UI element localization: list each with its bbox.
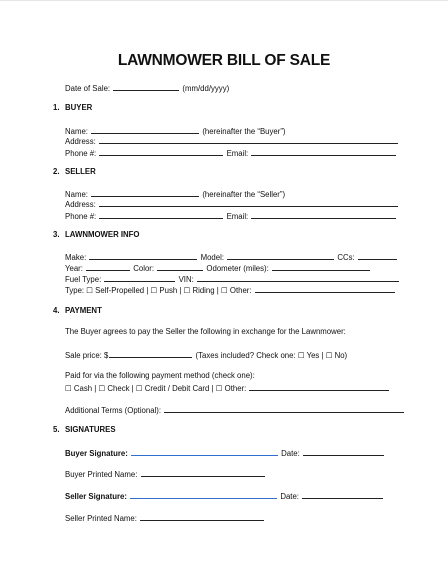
additional-terms-label: Additional Terms (Optional):	[65, 406, 162, 415]
section-title: LAWNMOWER INFO	[65, 230, 140, 239]
method-check: Check	[107, 384, 130, 393]
model-field[interactable]	[227, 251, 334, 260]
separator: |	[179, 286, 182, 295]
buyer-printed-name-label: Buyer Printed Name:	[65, 470, 138, 479]
buyer-phone-label: Phone #:	[65, 149, 97, 158]
section-number: 5.	[53, 425, 60, 434]
date-of-sale-row	[65, 82, 229, 94]
seller-signature-row	[65, 490, 384, 502]
date-format-hint: (mm/dd/yyyy)	[182, 84, 230, 93]
section-heading-info	[53, 230, 140, 240]
separator: |	[321, 351, 324, 360]
checkbox-card[interactable]: ☐	[135, 384, 143, 393]
seller-name-field[interactable]	[91, 188, 199, 197]
ccs-label: CCs:	[337, 253, 355, 262]
option-self-propelled: Self-Propelled	[95, 286, 145, 295]
buyer-address-field[interactable]	[99, 135, 398, 144]
seller-signature-field[interactable]	[130, 490, 277, 499]
model-label: Model:	[200, 253, 224, 262]
buyer-signature-row	[65, 447, 385, 459]
additional-terms-field[interactable]	[164, 404, 404, 413]
buyer-signature-label: Buyer Signature:	[65, 449, 128, 458]
buyer-date-label: Date:	[281, 449, 300, 458]
checkbox-taxes-yes[interactable]: ☐	[297, 351, 305, 360]
date-of-sale-field[interactable]	[113, 82, 179, 91]
additional-terms-row	[65, 404, 405, 416]
sale-price-label: Sale price: $	[65, 351, 109, 360]
buyer-printed-name-field[interactable]	[141, 468, 265, 477]
buyer-signature-field[interactable]	[131, 447, 278, 456]
seller-address-field[interactable]	[99, 198, 398, 207]
vin-field[interactable]	[197, 273, 399, 282]
other-type-field[interactable]	[255, 284, 395, 293]
separator: |	[211, 384, 214, 393]
checkbox-riding[interactable]: ☐	[183, 286, 191, 295]
method-card: Credit / Debit Card	[144, 384, 210, 393]
buyer-date-field[interactable]	[303, 447, 384, 456]
checkbox-cash[interactable]: ☐	[65, 384, 72, 393]
buyer-printed-name-row	[65, 468, 266, 480]
method-other: Other:	[224, 384, 247, 393]
seller-printed-name-label: Seller Printed Name:	[65, 514, 137, 523]
document-title: LAWNMOWER BILL OF SALE	[117, 52, 331, 69]
odometer-label: Odometer (miles):	[206, 264, 269, 273]
section-title: PAYMENT	[65, 306, 102, 315]
section-title: BUYER	[65, 103, 93, 112]
sale-price-field[interactable]	[109, 349, 192, 358]
buyer-email-label: Email:	[226, 149, 249, 158]
payment-methods-row	[65, 382, 390, 394]
section-heading-seller	[53, 167, 96, 177]
option-push: Push	[159, 286, 178, 295]
type-label: Type:	[65, 286, 85, 295]
section-title: SELLER	[65, 167, 96, 176]
buyer-phone-field[interactable]	[99, 147, 223, 156]
buyer-name-hint: (hereinafter the “Buyer”)	[202, 127, 286, 136]
buyer-email-field[interactable]	[251, 147, 396, 156]
section-number: 1.	[53, 103, 60, 112]
fuel-type-label: Fuel Type:	[65, 275, 102, 284]
vin-label: VIN:	[178, 275, 194, 284]
separator: |	[94, 384, 97, 393]
taxes-included-label: (Taxes included? Check one:	[195, 351, 296, 360]
seller-name-hint: (hereinafter the “Seller”)	[202, 190, 286, 199]
seller-contact-row	[65, 210, 397, 222]
checkbox-push[interactable]: ☐	[150, 286, 158, 295]
section-heading-signatures	[53, 425, 116, 435]
payment-intro: The Buyer agrees to pay the Seller the following in exchange for the Lawnmower:	[65, 327, 346, 336]
checkbox-taxes-no[interactable]: ☐	[325, 351, 333, 360]
payment-method-label: Paid for via the following payment method (check one):	[65, 371, 255, 380]
taxes-no-label: No)	[334, 351, 348, 360]
checkbox-self-propelled[interactable]: ☐	[86, 286, 93, 295]
seller-date-label: Date:	[280, 492, 299, 501]
section-title: SIGNATURES	[65, 425, 116, 434]
buyer-name-field[interactable]	[91, 125, 199, 134]
section-number: 2.	[53, 167, 60, 176]
seller-name-label: Name:	[65, 190, 88, 199]
color-field[interactable]	[157, 262, 203, 271]
seller-printed-name-field[interactable]	[140, 512, 264, 521]
seller-phone-label: Phone #:	[65, 212, 97, 221]
separator: |	[146, 286, 149, 295]
section-heading-buyer	[53, 103, 92, 113]
checkbox-other-type[interactable]: ☐	[220, 286, 228, 295]
seller-phone-field[interactable]	[99, 210, 223, 219]
type-row	[65, 284, 396, 296]
separator: |	[216, 286, 219, 295]
buyer-address-row	[65, 135, 399, 147]
seller-email-label: Email:	[226, 212, 249, 221]
section-number: 4.	[53, 306, 60, 315]
seller-date-field[interactable]	[302, 490, 383, 499]
other-method-field[interactable]	[249, 382, 389, 391]
checkbox-check[interactable]: ☐	[98, 384, 106, 393]
make-label: Make:	[65, 253, 87, 262]
method-cash: Cash	[73, 384, 93, 393]
section-heading-payment	[53, 306, 102, 316]
seller-address-label: Address:	[65, 200, 96, 209]
make-field[interactable]	[89, 251, 197, 260]
seller-printed-name-row	[65, 512, 265, 524]
buyer-contact-row	[65, 147, 397, 159]
seller-address-row	[65, 198, 399, 210]
buyer-address-label: Address:	[65, 137, 96, 146]
year-field[interactable]	[86, 262, 130, 271]
option-riding: Riding	[192, 286, 215, 295]
ccs-field[interactable]	[358, 251, 397, 260]
separator: |	[131, 384, 134, 393]
option-other-type: Other:	[229, 286, 252, 295]
date-of-sale-label: Date of Sale:	[65, 84, 111, 93]
top-border	[0, 0, 448, 1]
seller-signature-label: Seller Signature:	[65, 492, 127, 501]
color-label: Color:	[133, 264, 155, 273]
checkbox-other-method[interactable]: ☐	[215, 384, 223, 393]
buyer-name-label: Name:	[65, 127, 88, 136]
taxes-yes-label: Yes	[306, 351, 320, 360]
section-number: 3.	[53, 230, 60, 239]
fuel-type-field[interactable]	[104, 273, 175, 282]
odometer-field[interactable]	[272, 262, 370, 271]
seller-email-field[interactable]	[251, 210, 396, 219]
sale-price-row	[65, 349, 347, 361]
year-label: Year:	[65, 264, 83, 273]
